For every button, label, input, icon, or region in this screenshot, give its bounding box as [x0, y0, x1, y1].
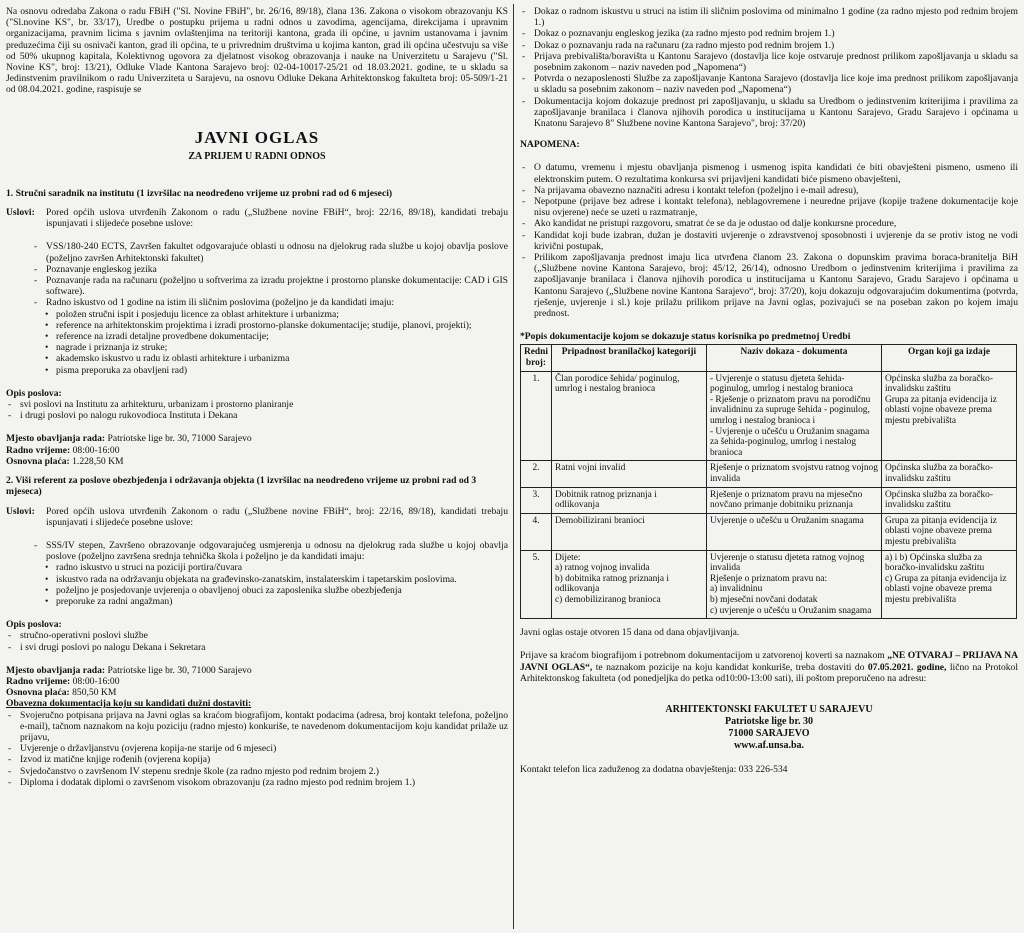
signature-block [520, 704, 1018, 752]
work-hours [6, 445, 508, 456]
envelope-label: „NE OTVARAJ – PRIJAVA NA JAVNI OGLAS“, [520, 650, 1019, 673]
list-item: • reference na izradi detaljne provedbene dokumentacije; [42, 331, 508, 342]
list-item: - SSS/IV stepen, Završeno obrazovanje odgovarajućeg usmjerenja u odnosu na djelokrug rada službe u kojoj obavlja poslove (poželjno završena srednja tehnička škola i poželjno je da kandidati imaju: [32, 540, 508, 562]
table-cell: Ratni vojni invalid [551, 461, 706, 487]
list-item: - Prijava prebivališta/boravišta u Kantonu Sarajevo (dostavlja lice koje ostvaruje prednost prilikom zapošljavanja u skladu sa posebnim zakonom – naziv naveden pod „Napomena“) [520, 51, 1018, 73]
table-cell: 5. [521, 550, 552, 619]
table-row [521, 513, 1017, 550]
list-item: - Svjedočanstvo o završenom IV stepenu srednje škole (za radno mjesto pod rednim brojem 2.) [6, 766, 508, 777]
base-salary-value: 1.228,50 KM [69, 455, 124, 467]
contact-phone-text: Kontakt telefon lica zaduženog za dodatna obavještenja: 033 226-534 [520, 763, 788, 775]
table-cell: Dobitnik ratnog priznanja i odlikovanja [551, 487, 706, 513]
list-item: - Poznavanje rada na računaru (poželjno u softverima za izradu projektne i prostorno planske dokumentacije: CAD i GIS software). [32, 275, 508, 297]
list-item: - Dokaz o poznavanju engleskog jezika (za radno mjesto pod rednim brojem 1.) [520, 28, 1018, 39]
base-salary-label: Osnovna plaća: [6, 687, 70, 699]
position-2-conditions [6, 506, 508, 528]
list-item: - Svojeručno potpisana prijava na Javni oglas sa kraćom biografijom, kontakt podacima (adresa, broj kontakt telefona, poželjno e-mail), tačnom naznakom na koju poziciju (radno mjesto) konkuriše, te navedenom dokumentacijom koju kandidat prilaže uz prijavu, [6, 710, 508, 744]
work-hours-value: 08:00-16:00 [70, 675, 120, 687]
table-cell: Dijete: a) ratnog vojnog invalida b) dobitnika ratnog priznanja i odlikovanja c) demobiliziranog branioca [551, 550, 706, 619]
position-1-conditions [6, 207, 508, 229]
col-header: Naziv dokaza - dokumenta [706, 345, 881, 371]
table-cell: Rješenje o priznatom svojstvu ratnog vojnog invalida [706, 461, 881, 487]
list-item: • položen stručni ispit i posjeduju licence za oblast arhitekture i urbanizma; [42, 309, 508, 320]
list-item: • poželjno je posjedovanje uvjerenja o obavljenoj obuci za zaposlenika službe obezbjeđenja [42, 585, 508, 596]
list-item: - Nepotpune (prijave bez adrese i kontakt telefona), neblagovremene i neuredne prijave (kopije tražene dokumentacije koje nisu ovjerene) neće se uzeti u razmatranje, [520, 196, 1018, 218]
base-salary-label: Osnovna plaća: [6, 455, 70, 467]
status-documents-table [520, 344, 1017, 619]
right-column [520, 6, 1018, 775]
list-item: - Diploma i dodatak diplomi o završenom visokom obrazovanju (za radno mjesto pod rednim brojem 1.) [6, 777, 508, 788]
required-documents-heading: Obavezna dokumentacija koju su kandidati dužni dostaviti: [6, 698, 252, 710]
submission-text-part: Prijave sa kraćom biografijom i potrebnom dokumentacijom u zatvorenoj koverti sa naznakom [520, 650, 888, 662]
conditions-label: Uslovi: [6, 207, 35, 219]
intro-paragraph: Na osnovu odredaba Zakona o radu FBiH ("Sl. Novine FBiH", br. 26/16, 89/18), člana 136. Zakona o visokom obrazovanju KS ("Sl.novine KS", br. 33/17), Uredbe o postupku prijema u radni odnos u zavodima, agencijama, direkcijama i upravnim organizacijama, pravnim licima s javnim ovlaštenjima na teritoriji kantona, grada ili općine, u javnim ustanovama i javnim preduzećima čiji su osnivači kanton, grad ili općina, te u privrednim društvima u kojima kanton, grad ili općina učestvuju sa više od 50% ukupnog kapitala, Kolektivnog ugovora za djelatnost visokog obrazovanja i nauke na Univerzitetu u Sarajevu ("Sl. Novine KS", broj: 13/21), Odluke Vlade Kantona Sarajevo broj: 02-04-10017-25/21 od 18.03.2021. godine, te u skladu sa Jedinstvenim pravilnikom o radu Univerziteta u Sarajevu, na osnovu Odluke Dekana Arhitektonskog fakulteta broj: 05-509/1-21 od 08.04.2021. godine, raspisuje se [6, 6, 508, 96]
table-cell: 2. [521, 461, 552, 487]
table-header-row [521, 345, 1017, 371]
conditions-text: Pored općih uslova utvrđenih Zakonom o radu („Službene novine FBiH“, broj: 22/16, 89/18), kandidati trebaju ispunjavati i slijedeće posebne uslove: [46, 207, 508, 230]
list-item: • reference na arhitektonskim projektima i izradi prostorno-planske dokumentacije; studije, planovi, projekti); [42, 320, 508, 331]
position-2-heading: 2. Viši referent za poslove obezbjeđenja i održavanja objekta (1 izvršilac na neodređeno vrijeme uz probni rad od 3 mjeseca) [6, 475, 477, 498]
ad-subtitle: ZA PRIJEM U RADNI ODNOS [188, 150, 326, 162]
list-item: • preporuke za radni angažman) [42, 596, 508, 607]
position-1-preferences [42, 309, 508, 376]
list-item: - Uvjerenje o državljanstvu (ovjerena kopija-ne starije od 6 mjeseci) [6, 743, 508, 754]
position-1-duties [6, 399, 508, 421]
position-2-duties [6, 630, 508, 652]
table-cell: Grupa za pitanja evidencija iz oblasti vojne obaveze prema mjestu prebivališta [881, 513, 1016, 550]
submission-text-part: lično na Protokol Arhitektonskog fakulteta (od ponedjeljka do petka od10:00-13:00 sati), ili poštom preporučeno na adresu: [520, 661, 1019, 684]
list-item: • pisma preporuka za obavljeni rad) [42, 365, 508, 376]
work-hours-value: 08:00-16:00 [70, 444, 120, 456]
job-description-label: Opis poslova: [6, 619, 62, 631]
table-body [521, 371, 1017, 618]
work-location-value: Patriotske lige br. 30, 71000 Sarajevo [105, 433, 252, 445]
work-hours [6, 676, 508, 687]
table-cell: 4. [521, 513, 552, 550]
submission-text-part: te naznakom pozicije na koju kandidat konkuriše, treba dostaviti do [592, 661, 868, 673]
table-cell: Uvjerenje o statusu djeteta ratnog vojnog invalida Rješenje o priznatom pravu na: a) invalidninu b) mjesečni novčani dodatak c) uvjerenje o učešću u Oružanim snagama [706, 550, 881, 619]
left-column [6, 6, 508, 788]
table-cell: 1. [521, 371, 552, 461]
list-item: - VSS/180-240 ECTS, Završen fakultet odgovarajuće oblasti u odnosu na djelokrug rada službe u kojoj obavlja poslove (poželjno završen Arhitektonski fakultet) [32, 241, 508, 263]
table-cell: - Uvjerenje o statusu djeteta šehida-poginulog, umrlog i nestalog branioca - Rješenje o priznatom pravu na porodičnu invalidninu za supruge šehida - poginulog, umrlog i nestalog branioca i - Uvjerenje o učešću u Oružanim snagama za šehida-poginulog, umrlog i nestalog branioca [706, 371, 881, 461]
note-list [520, 162, 1018, 319]
table-row [521, 550, 1017, 619]
ad-title: JAVNI OGLAS [194, 127, 320, 147]
table-caption: *Popis dokumentacije kojom se dokazuje status korisnika po predmetnoj Uredbi [520, 331, 851, 343]
faculty-website: www.af.unsa.ba. [733, 739, 805, 751]
list-item: - Dokaz o radnom iskustvu u struci na istim ili sličnim poslovima od minimalno 1 godine (za radno mjesto pod rednim brojem 1.) [520, 6, 1018, 28]
base-salary [6, 687, 508, 698]
work-location [6, 433, 508, 444]
list-item: - O datumu, vremenu i mjestu obavljanja pismenog i usmenog ispita kandidati će biti obavješteni pismeno, usmeno ili elektronskim putem. O rezultatima konkursa svi prijavljeni kandidati biće pismeno obavješteni, [520, 162, 1018, 184]
position-2-preferences [42, 562, 508, 607]
conditions-text: Pored općih uslova utvrđenih Zakonom o radu („Službene novine FBiH“, broj: 22/16, 89/18), kandidati trebaju ispunjavati i slijedeće posebne uslove: [46, 505, 508, 528]
job-description-label: Opis poslova: [6, 387, 62, 399]
table-cell: Općinska služba za boračko-invalidsku zaštitu [881, 461, 1016, 487]
table-cell: Rješenje o priznatom pravu na mjesečno novčano primanje dobitniku priznanja [706, 487, 881, 513]
table-cell: 3. [521, 487, 552, 513]
position-1-heading: 1. Stručni saradnik na institutu (1 izvršilac na neodređeno vrijeme uz probni rad od 6 mjeseci) [6, 187, 393, 199]
list-item: - Izvod iz matične knjige rođenih (ovjerena kopija) [6, 754, 508, 765]
work-location-label: Mjesto obavljanja rada: [6, 664, 106, 676]
work-location [6, 665, 508, 676]
list-item: - Dokumentacija kojom dokazuje prednost pri zapošljavanju, u skladu sa Uredbom o jedinstvenim kriterijima i pravilima za zapošljavanje branilaca i članova njihovih porodica u institucijama u Kantonu Sarajevo, Gradu Sarajevo i općinama u Knatonu Sarajevo 8" Službene novine Kantona Sarajevo", broj: 37/20) [520, 96, 1018, 130]
list-item: - i drugi poslovi po nalogu rukovodioca Instituta i Dekana [6, 410, 508, 421]
col-header: Organ koji ga izdaje [881, 345, 1016, 371]
list-item: - Dokaz o poznavanju rada na računaru (za radno mjesto pod rednim brojem 1.) [520, 40, 1018, 51]
table-cell: Demobilizirani branioci [551, 513, 706, 550]
required-documents-list [6, 710, 508, 788]
list-item: - Potvrda o nezaposlenosti Službe za zapošljavanje Kantona Sarajevo (dostavlja lice koje ima prednost prilikom zapošljavanja u skladu sa posebnim zakonom – naziv naveden pod „Napomena“) [520, 73, 1018, 95]
list-item: - Prilikom zapošljavanja prednost imaju lica utvrđena članom 23. Zakona o dopunskim pravima boraca-branitelja BiH („Službene novine Kantona Sarajevo, broj: 45/12, 26/14), odnosno Uredbom o jedinstvenim kriterijima i pravilima za zapošljavanje branilaca i članova njihovih porodica u institucijama u Kantonu Sarajevo, Gradu Sarajevo i općinama u Kantonu Sarajevo („Službene novine Kantona Sarajevo“, broj: 37/20), koju dokazuju odgovarajućim dokumentima (potvrda, rješenje, uvjerenje i sl.) koje prilažu prilikom prijave na Javni oglas, pozivajući se na poseban zakon po kojem imaju prednost. [520, 252, 1018, 319]
table-cell: Član porodice šehida/ poginulog, umrlog i nestalog branioca [551, 371, 706, 461]
col-header: Redni broj: [521, 345, 552, 371]
open-period-text: Javni oglas ostaje otvoren 15 dana od dana objavljivanja. [520, 627, 740, 639]
table-row [521, 371, 1017, 461]
submission-text [520, 650, 1018, 684]
list-item: - svi poslovi na Institutu za arhitekturu, urbanizam i prostorno planiranje [6, 399, 508, 410]
position-2-requirements [32, 540, 508, 562]
conditions-label: Uslovi: [6, 505, 35, 517]
list-item: - Poznavanje engleskog jezika [32, 264, 508, 275]
column-divider [513, 4, 514, 929]
documents-continued-list [520, 6, 1018, 129]
list-item: - Kandidat koji bude izabran, dužan je dostaviti uvjerenje o zdravstvenoj sposobnosti i uvjerenje da se protiv istog ne vodi krivični postupak, [520, 230, 1018, 252]
work-location-value: Patriotske lige br. 30, 71000 Sarajevo [105, 664, 252, 676]
list-item: - Radno iskustvo od 1 godine na istim ili sličnim poslovima (poželjno je da kandidati imaju: [32, 297, 508, 308]
work-hours-label: Radno vrijeme: [6, 444, 71, 456]
list-item: - i svi drugi poslovi po nalogu Dekana i Sekretara [6, 642, 508, 653]
faculty-street: Patriotske lige br. 30 [725, 715, 813, 727]
table-cell: a) i b) Općinska služba za boračko-invalidsku zaštitu c) Grupa za pitanja evidencija iz oblasti vojne obaveze prema mjestu prebivališta [881, 550, 1016, 619]
table-cell: Uvjerenje o učešću u Oružanim snagama [706, 513, 881, 550]
position-1-requirements [32, 241, 508, 308]
deadline-date: 07.05.2021. godine, [867, 661, 947, 673]
table-row [521, 461, 1017, 487]
list-item: - stručno-operativni poslovi službe [6, 630, 508, 641]
work-hours-label: Radno vrijeme: [6, 675, 71, 687]
faculty-name: ARHITEKTONSKI FAKULTET U SARAJEVU [665, 703, 873, 715]
list-item: - Na prijavama obavezno naznačiti adresu i kontakt telefon (poželjno i e-mail adresu), [520, 185, 1018, 196]
table-row [521, 487, 1017, 513]
base-salary-value: 850,50 KM [69, 687, 117, 699]
base-salary [6, 456, 508, 467]
table-cell: Općinska služba za boračko-invalidsku zaštitu [881, 487, 1016, 513]
list-item: • nagrade i priznanja iz struke; [42, 342, 508, 353]
list-item: • iskustvo rada na održavanju objekata na građevinsko-zanatskim, instalaterskim i tapetarskim poslovima. [42, 574, 508, 585]
list-item: • akademsko iskustvo u radu iz oblasti arhitekture i urbanizma [42, 353, 508, 364]
work-location-label: Mjesto obavljanja rada: [6, 433, 106, 445]
faculty-city: 71000 SARAJEVO [728, 727, 810, 739]
table-cell: Općinska služba za boračko-invalidsku zaštitu Grupa za pitanja evidencija iz oblasti vojne obaveze prema mjestu prebivališta [881, 371, 1016, 461]
note-heading: NAPOMENA: [520, 139, 580, 151]
list-item: - Ako kandidat ne pristupi razgovoru, smatrat će se da je odustao od dalje konkursne procedure, [520, 218, 1018, 229]
list-item: • radno iskustvo u struci na poziciji portira/čuvara [42, 562, 508, 573]
col-header: Pripadnost branilačkoj kategoriji [551, 345, 706, 371]
